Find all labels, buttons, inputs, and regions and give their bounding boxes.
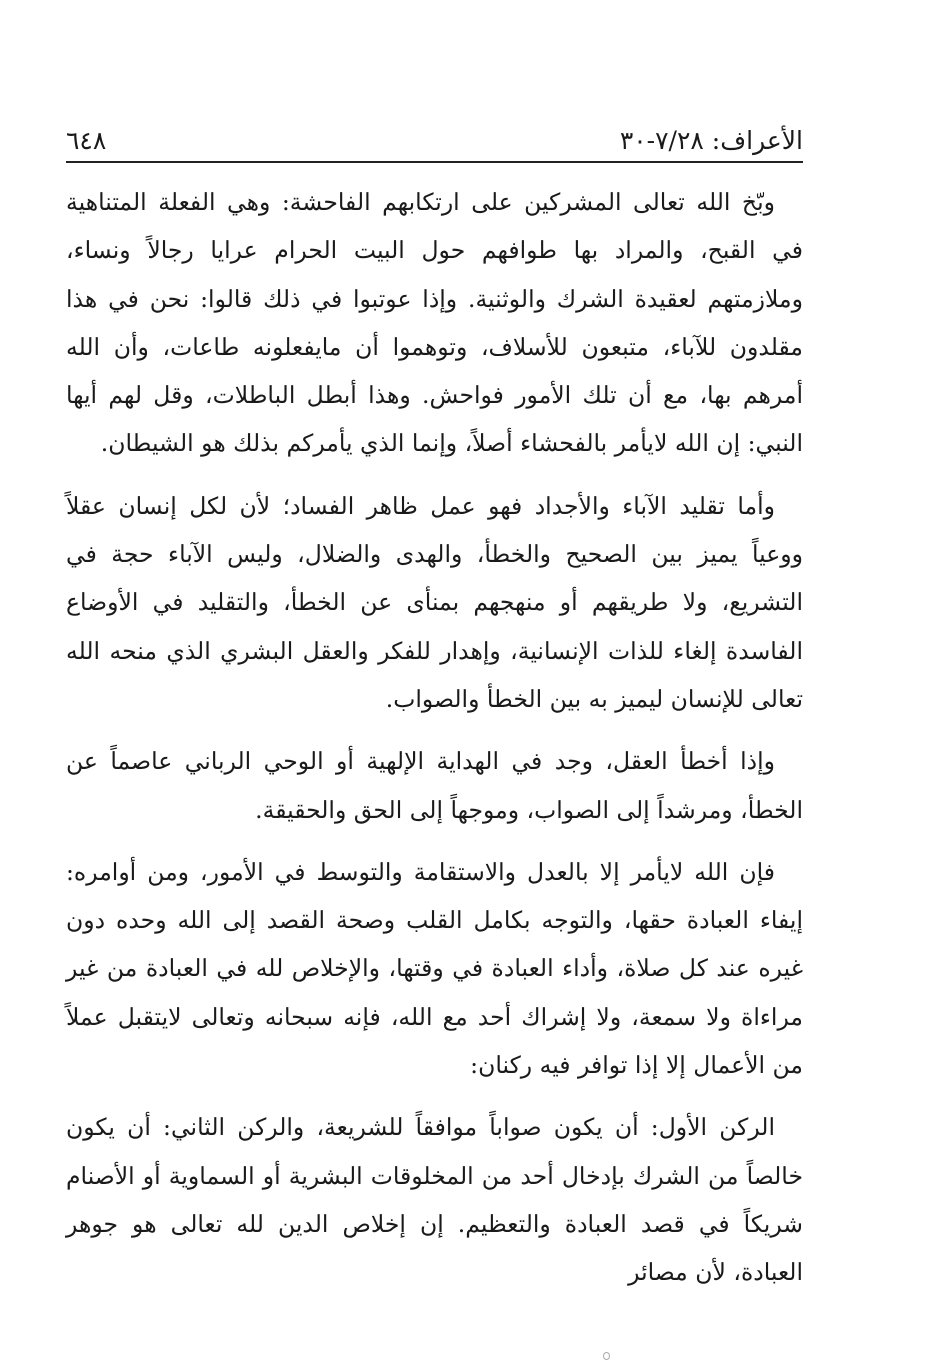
paragraph-two-pillars: الركن الأول: أن يكون صواباً موافقاً للشريعة، والركن الثاني: أن يكون خالصاً من الشرك بإدخال أحد من المخلوقات البشرية أو السماوية أو الأصنام شريكاً في قصد العبادة والتعظيم. إن إخلاص الدين لله تعالى هو جوهر العبادة، لأن مصائر <box>66 1113 803 1287</box>
paragraph-divine-guidance: وإذا أخطأ العقل، وجد في الهداية الإلهية أو الوحي الرباني عاصماً عن الخطأ، ومرشداً إلى الصواب، وموجهاً إلى الحق والحقيقة. <box>66 747 803 824</box>
scan-speck <box>603 1352 610 1360</box>
header-rule <box>66 161 803 163</box>
paragraph-rebuke: وبّخ الله تعالى المشركين على ارتكابهم الفاحشة: وهي الفعلة المتناهية في القبح، والمراد بها طوافهم حول البيت الحرام عرايا رجالاً ونساء، وملازمتهم لعقيدة الشرك والوثنية. وإذا عوتبوا في ذلك قالوا: نحن في هذا مقلدون للآباء، متبعون للأسلاف، وتوهموا أن مايفعلونه طاعات، وأن الله أمرهم بها، مع أن تلك الأمور فواحش. وهذا أبطل الباطلات، وقل لهم أيها النبي: إن الله لايأمر بالفحشاء أصلاً، وإنما الذي يأمركم بذلك هو الشيطان. <box>66 188 803 458</box>
paragraph-imitation: وأما تقليد الآباء والأجداد فهو عمل ظاهر الفساد؛ لأن لكل إنسان عقلاً ووعياً يميز بين الصحيح والخطأ، والهدى والضلال، وليس الآباء حجة في التشريع، ولا طريقهم أو منهجهم بمنأى عن الخطأ، والتقليد في الأوضاع الفاسدة إلغاء للذات الإنسانية، وإهدار للفكر والعقل البشري الذي منحه الله تعالى للإنسان ليميز به بين الخطأ والصواب. <box>66 491 803 713</box>
body-text <box>66 178 803 1297</box>
paragraph-justice: فإن الله لايأمر إلا بالعدل والاستقامة والتوسط في الأمور، ومن أوامره: إيفاء العبادة حقها، والتوجه بكامل القلب وصحة القصد إلى الله وحده دون غيره عند كل صلاة، وأداء العبادة في وقتها، والإخلاص لله في العبادة من غير مراءاة ولا سمعة، ولا إشراك أحد مع الله، فإنه سبحانه وتعالى لايتقبل عملاً من الأعمال إلا إذا توافر فيه ركنان: <box>66 857 803 1080</box>
page-number: ٦٤٨ <box>66 126 107 155</box>
chapter-verse-title: الأعراف: ٧/٢٨-٣٠ <box>619 126 803 155</box>
running-header <box>66 115 803 155</box>
